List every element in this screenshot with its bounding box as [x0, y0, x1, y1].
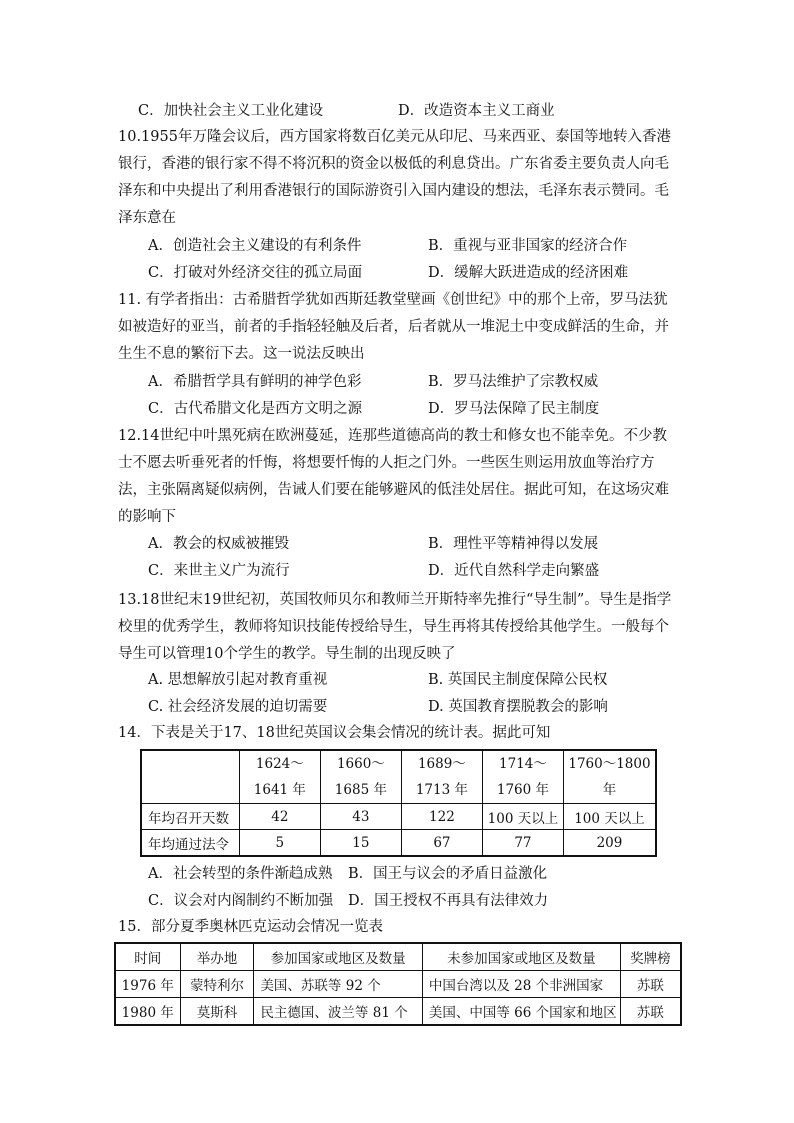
q13-option-b: B. 英国民主制度保障公民权: [428, 672, 608, 688]
table-cell: 5: [239, 830, 320, 857]
table-cell: 中国台湾以及 28 个非洲国家: [422, 971, 620, 998]
q14-option-c: C．议会对内阁制约不断加强: [148, 893, 334, 909]
table-header-cell: 举办地: [180, 943, 254, 971]
q15-stem: 15．部分夏季奥林匹克运动会情况一览表: [118, 919, 383, 935]
table-cell: 100 天以上: [482, 804, 563, 830]
table-header-cell: 1714～ 1760 年: [482, 750, 563, 804]
table-header-row: [141, 750, 656, 804]
table-header-cell: 1689～ 1713 年: [401, 750, 482, 804]
table-cell: 43: [320, 804, 401, 830]
table-cell: 蒙特利尔: [180, 971, 254, 998]
table-cell: 莫斯科: [180, 998, 254, 1026]
table-header-row: [115, 943, 681, 971]
q11-option-c: C．古代希腊文化是西方文明之源: [148, 401, 363, 417]
table-row: [141, 804, 656, 830]
table-cell: 100 天以上: [563, 804, 656, 830]
q10-option-b: B．重视与亚非国家的经济合作: [428, 238, 628, 254]
table-header-cell: 参加国家或地区及数量: [254, 943, 422, 971]
q10-option-d: D．缓解大跃进造成的经济困难: [428, 265, 629, 281]
q14-table: [140, 749, 657, 857]
q12-option-a: A．教会的权威被摧毁: [148, 536, 289, 552]
table-cell: 民主德国、波兰等 81 个: [254, 998, 422, 1026]
table-cell: 1976 年: [115, 971, 180, 998]
table-cell: 年均召开天数: [141, 804, 239, 830]
table-cell: 15: [320, 830, 401, 857]
table-header-cell: 1624～ 1641 年: [239, 750, 320, 804]
table-row: [141, 830, 656, 857]
q10-option-c: C．打破对外经济交往的孤立局面: [148, 265, 363, 281]
q11-option-b: B．罗马法维护了宗教权威: [428, 374, 599, 390]
table-cell: 1980 年: [115, 998, 180, 1026]
q11-option-d: D．罗马法保障了民主制度: [428, 401, 600, 417]
table-header-cell: 未参加国家或地区及数量: [422, 943, 620, 971]
table-row: [115, 971, 681, 998]
table-header-cell: 1760～1800 年: [563, 750, 656, 804]
table-cell: 美国、中国等 66 个国家和地区: [422, 998, 620, 1026]
table-cell: 67: [401, 830, 482, 857]
q13-option-c: C. 社会经济发展的迫切需要: [148, 699, 328, 715]
q13-option-d: D. 英国教育摆脱教会的影响: [428, 699, 608, 715]
table-header-cell: 奖牌榜: [620, 943, 681, 971]
q9-option-c: C．加快社会主义工业化建设: [138, 103, 324, 119]
table-header-cell: 1660～ 1685 年: [320, 750, 401, 804]
q15-table: [114, 942, 682, 1026]
table-header-cell: [141, 750, 239, 804]
q14-stem: 14．下表是关于17、18世纪英国议会集会情况的统计表。据此可知: [118, 725, 551, 741]
table-cell: 美国、苏联等 92 个: [254, 971, 422, 998]
q11-stem: 11. 有学者指出：古希腊哲学犹如西斯廷教堂壁画《创世纪》中的那个上帝，罗马法犹如被造好的亚当，前者的手指轻轻触及后者，后者就从一堆泥土中变成鲜活的生命，并生生不息的繁衍下去。这一说法反映出: [118, 292, 669, 362]
q12-option-d: D．近代自然科学走向繁盛: [428, 563, 600, 579]
table-cell: 年均通过法令: [141, 830, 239, 857]
q12-option-b: B．理性平等精神得以发展: [428, 536, 599, 552]
q12-stem: 12.14世纪中叶黑死病在欧洲蔓延，连那些道德高尚的教士和修女也不能幸免。不少教士不愿去听垂死者的忏悔，将想要忏悔的人拒之门外。一些医生则运用放血等治疗方法，主张隔离疑似病例，告诫人们要在能够避风的低洼处居住。据此可知，在这场灾难的影响下: [118, 428, 669, 525]
q13-stem: 13.18世纪末19世纪初，英国牧师贝尔和教师兰开斯特率先推行“导生制”。导生是指学校里的优秀学生，教师将知识技能传授给导生，导生再将其传授给其他学生。一般每个导生可以管理10个学生的教学。导生制的出现反映了: [118, 592, 672, 662]
q14-option-d: D．国王授权不再具有法律效力: [348, 893, 549, 909]
q10-stem: 10.1955年万隆会议后，西方国家将数百亿美元从印尼、马来西亚、泰国等地转入香港银行，香港的银行家不得不将沉积的资金以极低的利息贷出。广东省委主要负责人向毛泽东和中央提出了利用香港银行的国际游资引入国内建设的想法，毛泽东表示赞同。毛泽东意在: [118, 129, 671, 226]
q11-option-a: A．希腊哲学具有鲜明的神学色彩: [148, 374, 362, 390]
q13-option-a: A. 思想解放引起对教育重视: [148, 672, 328, 688]
table-cell: 209: [563, 830, 656, 857]
table-cell: 42: [239, 804, 320, 830]
table-cell: 77: [482, 830, 563, 857]
q12-option-c: C．来世主义广为流行: [148, 563, 290, 579]
table-cell: 苏联: [620, 998, 681, 1026]
table-row: [115, 998, 681, 1026]
q10-option-a: A．创造社会主义建设的有利条件: [148, 238, 362, 254]
q9-option-d: D．改造资本主义工商业: [398, 103, 555, 119]
table-header-cell: 时间: [115, 943, 180, 971]
table-cell: 122: [401, 804, 482, 830]
q14-option-a: A．社会转型的条件渐趋成熟: [148, 866, 333, 882]
table-cell: 苏联: [620, 971, 681, 998]
q14-option-b: B．国王与议会的矛盾日益激化: [348, 866, 548, 882]
